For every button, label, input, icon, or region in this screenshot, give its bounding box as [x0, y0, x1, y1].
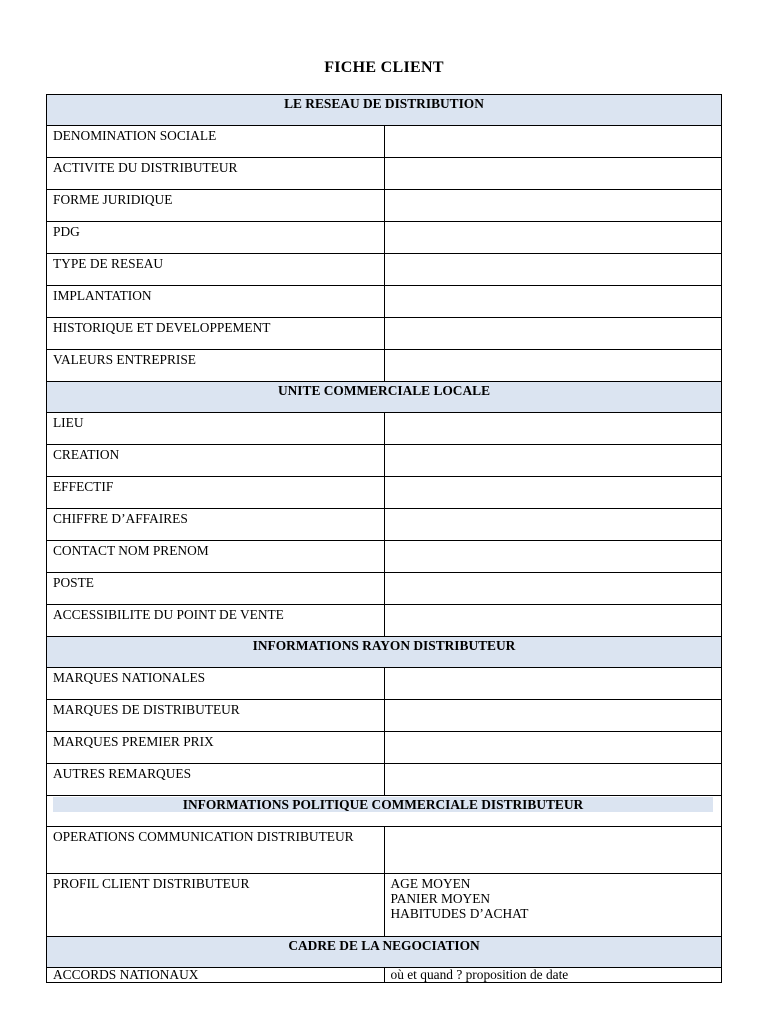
field-label-valeurs: VALEURS ENTREPRISE — [47, 350, 385, 382]
field-label-lieu: LIEU — [47, 413, 385, 445]
section-header-cadre-negociation: CADRE DE LA NEGOCIATION — [47, 937, 722, 968]
form-row — [47, 477, 722, 509]
field-label-implantation: IMPLANTATION — [47, 286, 385, 318]
form-row — [47, 254, 722, 286]
field-value-valeurs[interactable] — [384, 350, 722, 382]
field-label-poste: POSTE — [47, 573, 385, 605]
form-row — [47, 190, 722, 222]
form-row — [47, 541, 722, 573]
field-label-type-reseau: TYPE DE RESEAU — [47, 254, 385, 286]
field-value-type-reseau[interactable] — [384, 254, 722, 286]
field-label-marques-distributeur: MARQUES DE DISTRIBUTEUR — [47, 700, 385, 732]
section-header-row — [47, 937, 722, 968]
field-label-marques-nationales: MARQUES NATIONALES — [47, 668, 385, 700]
field-value-marques-distributeur[interactable] — [384, 700, 722, 732]
form-row — [47, 732, 722, 764]
section-header-band: INFORMATIONS POLITIQUE COMMERCIALE DISTRIBUTEUR — [53, 797, 713, 812]
form-row — [47, 968, 722, 983]
field-value-implantation[interactable] — [384, 286, 722, 318]
form-row — [47, 126, 722, 158]
form-row — [47, 350, 722, 382]
field-label-activite: ACTIVITE DU DISTRIBUTEUR — [47, 158, 385, 190]
document-title: FICHE CLIENT — [324, 59, 444, 76]
field-label-accessibilite: ACCESSIBILITE DU POINT DE VENTE — [47, 605, 385, 637]
form-row — [47, 764, 722, 796]
field-label-effectif: EFFECTIF — [47, 477, 385, 509]
form-row — [47, 222, 722, 254]
section-header-row — [47, 796, 722, 827]
section-header-unite-commerciale: UNITE COMMERCIALE LOCALE — [47, 382, 722, 413]
field-value-effectif[interactable] — [384, 477, 722, 509]
form-row — [47, 318, 722, 350]
form-row — [47, 573, 722, 605]
field-value-lieu[interactable] — [384, 413, 722, 445]
field-value-marques-nationales[interactable] — [384, 668, 722, 700]
form-row — [47, 700, 722, 732]
field-label-operations-communication: OPERATIONS COMMUNICATION DISTRIBUTEUR — [47, 827, 385, 874]
section-header-row — [47, 637, 722, 668]
field-label-forme-juridique: FORME JURIDIQUE — [47, 190, 385, 222]
profil-item-panier-moyen: PANIER MOYEN — [390, 891, 491, 906]
profil-item-age-moyen: AGE MOYEN — [390, 876, 471, 891]
field-value-historique[interactable] — [384, 318, 722, 350]
field-value-accessibilite[interactable] — [384, 605, 722, 637]
form-row — [47, 874, 722, 937]
field-label-historique: HISTORIQUE ET DEVELOPPEMENT — [47, 318, 385, 350]
field-value-marques-premier-prix[interactable] — [384, 732, 722, 764]
field-label-denomination-sociale: DENOMINATION SOCIALE — [47, 126, 385, 158]
form-row — [47, 509, 722, 541]
field-label-profil-client: PROFIL CLIENT DISTRIBUTEUR — [47, 874, 385, 937]
profil-item-habitudes-achat: HABITUDES D’ACHAT — [390, 906, 529, 921]
form-row — [47, 286, 722, 318]
field-label-marques-premier-prix: MARQUES PREMIER PRIX — [47, 732, 385, 764]
field-label-accords-nationaux: ACCORDS NATIONAUX — [47, 968, 385, 983]
field-value-accords-nationaux[interactable]: où et quand ? proposition de date — [384, 968, 722, 983]
field-value-operations-communication[interactable] — [384, 827, 722, 874]
form-row — [47, 668, 722, 700]
form-row — [47, 605, 722, 637]
field-value-creation[interactable] — [384, 445, 722, 477]
field-label-chiffre-affaires: CHIFFRE D’AFFAIRES — [47, 509, 385, 541]
form-row — [47, 158, 722, 190]
form-row — [47, 827, 722, 874]
form-row — [47, 413, 722, 445]
field-value-contact[interactable] — [384, 541, 722, 573]
section-header-rayon: INFORMATIONS RAYON DISTRIBUTEUR — [47, 637, 722, 668]
client-form-table — [46, 94, 722, 983]
field-label-pdg: PDG — [47, 222, 385, 254]
field-value-activite[interactable] — [384, 158, 722, 190]
field-value-profil-client[interactable] — [384, 874, 722, 937]
form-row — [47, 445, 722, 477]
field-value-poste[interactable] — [384, 573, 722, 605]
section-header-politique-commerciale — [47, 796, 722, 827]
field-label-autres-remarques: AUTRES REMARQUES — [47, 764, 385, 796]
section-header-row — [47, 382, 722, 413]
field-label-contact: CONTACT NOM PRENOM — [47, 541, 385, 573]
field-value-autres-remarques[interactable] — [384, 764, 722, 796]
section-header-row — [47, 95, 722, 126]
section-header-reseau: LE RESEAU DE DISTRIBUTION — [47, 95, 722, 126]
field-value-denomination-sociale[interactable] — [384, 126, 722, 158]
field-value-pdg[interactable] — [384, 222, 722, 254]
field-value-forme-juridique[interactable] — [384, 190, 722, 222]
field-value-chiffre-affaires[interactable] — [384, 509, 722, 541]
field-label-creation: CREATION — [47, 445, 385, 477]
